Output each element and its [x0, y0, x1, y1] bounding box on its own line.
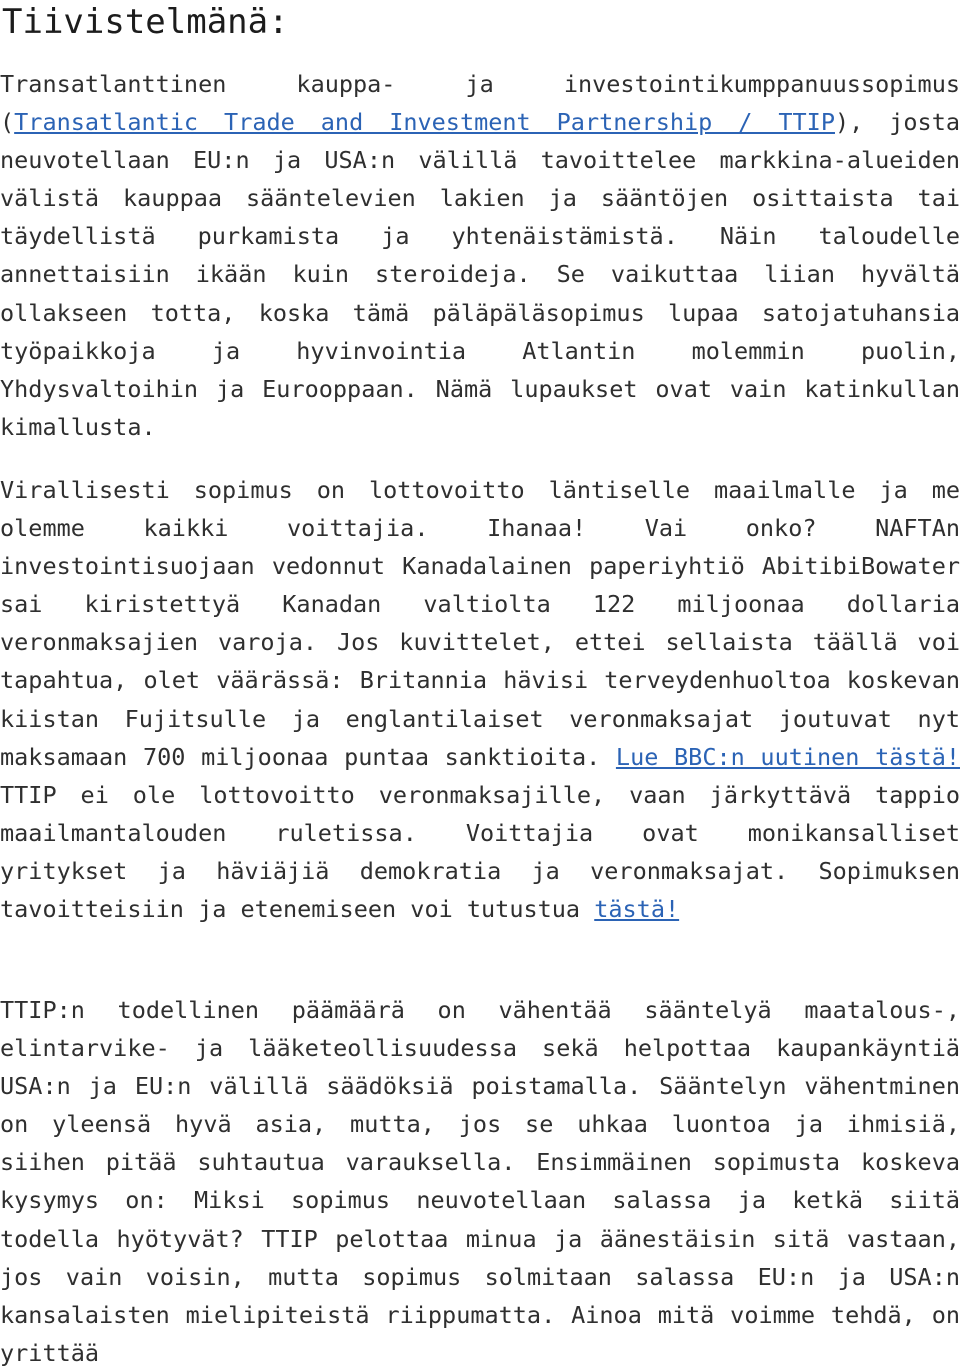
paragraph-intro: [0, 65, 960, 446]
paragraph-goal-text: TTIP:n todellinen päämäärä on vähentää sääntelyä maatalous-, elintarvike- ja lääketeollisuudessa sekä helpottaa kaupankäyntiä USA:n ja EU:n välillä säädöksiä poistamalla. Sääntelyn vähentminen on yleensä hyvä asia, mutta, jos se uhkaa luontoa ja ihmisiä, siihen pitää suhtautua varauksella. Ensimmäinen sopimusta koskeva kysymys on: Miksi sopimus neuvotellaan salassa ja ketkä siitä todella hyötyvät? TTIP pelottaa minua ja äänestäisin sitä vastaan, jos vain voisin, mutta sopimus solmitaan salassa EU:n ja USA:n kansalaisten mielipiteistä riippumatta. Ainoa mitä voimme tehdä, on yrittää: [0, 996, 960, 1367]
paragraph-intro-text-1: Transatlanttinen kauppa- ja investointikumppanuussopimus (: [0, 70, 960, 137]
paragraph-lottery-text-1: Virallisesti sopimus on lottovoitto läntiselle maailmalle ja me olemme kaikki voittajia. Ihanaa! Vai onko? NAFTAn investointisuojaan vedonnut Kanadalainen paperiyhtiö AbitibiBowater sai kiristettyä Kanadan valtiolta 122 miljoonaa dollaria veronmaksajien varoja. Jos kuvittelet, ettei sellaista täällä voi tapahtua, olet väärässä: Britannia hävisi terveydenhuoltoa koskevan kiistan Fujitsulle ja englantilaiset veronmaksajat joutuvat nyt maksamaan 700 miljoonaa puntaa sanktioita.: [0, 476, 960, 771]
paragraph-lottery-text-2: TTIP ei ole lottovoitto veronmaksajille, vaan järkyttävä tappio maailmantalouden ruletissa. Voittajia ovat monikansalliset yritykset ja häviäjiä demokratia ja veronmaksajat. Sopimuksen tavoitteisiin ja etenemiseen voi tutustua: [0, 780, 960, 924]
page-title: Tiivistelmänä:: [2, 2, 289, 42]
bbc-news-link[interactable]: Lue BBC:n uutinen tästä!: [615, 742, 960, 771]
goals-link[interactable]: tästä!: [594, 895, 680, 924]
ttip-link[interactable]: Transatlantic Trade and Investment Partnership / TTIP: [14, 108, 835, 137]
paragraph-lottery: [0, 471, 960, 928]
paragraph-goal: [0, 991, 960, 1368]
paragraph-intro-text-2: ), josta neuvotellaan EU:n ja USA:n välillä tavoittelee markkina-alueiden välistä kauppaa sääntelevien lakien ja sääntöjen osittaista tai täydellistä purkamista ja yhtenäistämistä. Näin taloudelle annettaisiin ikään kuin steroideja. Se vaikuttaa liian hyvältä ollakseen totta, koska tämä päläpäläsopimus lupaa satojatuhansia työpaikkoja ja hyvinvointia Atlantin molemmin puolin, Yhdysvaltoihin ja Eurooppaan. Nämä lupaukset ovat vain katinkullan kimallusta.: [0, 108, 960, 441]
